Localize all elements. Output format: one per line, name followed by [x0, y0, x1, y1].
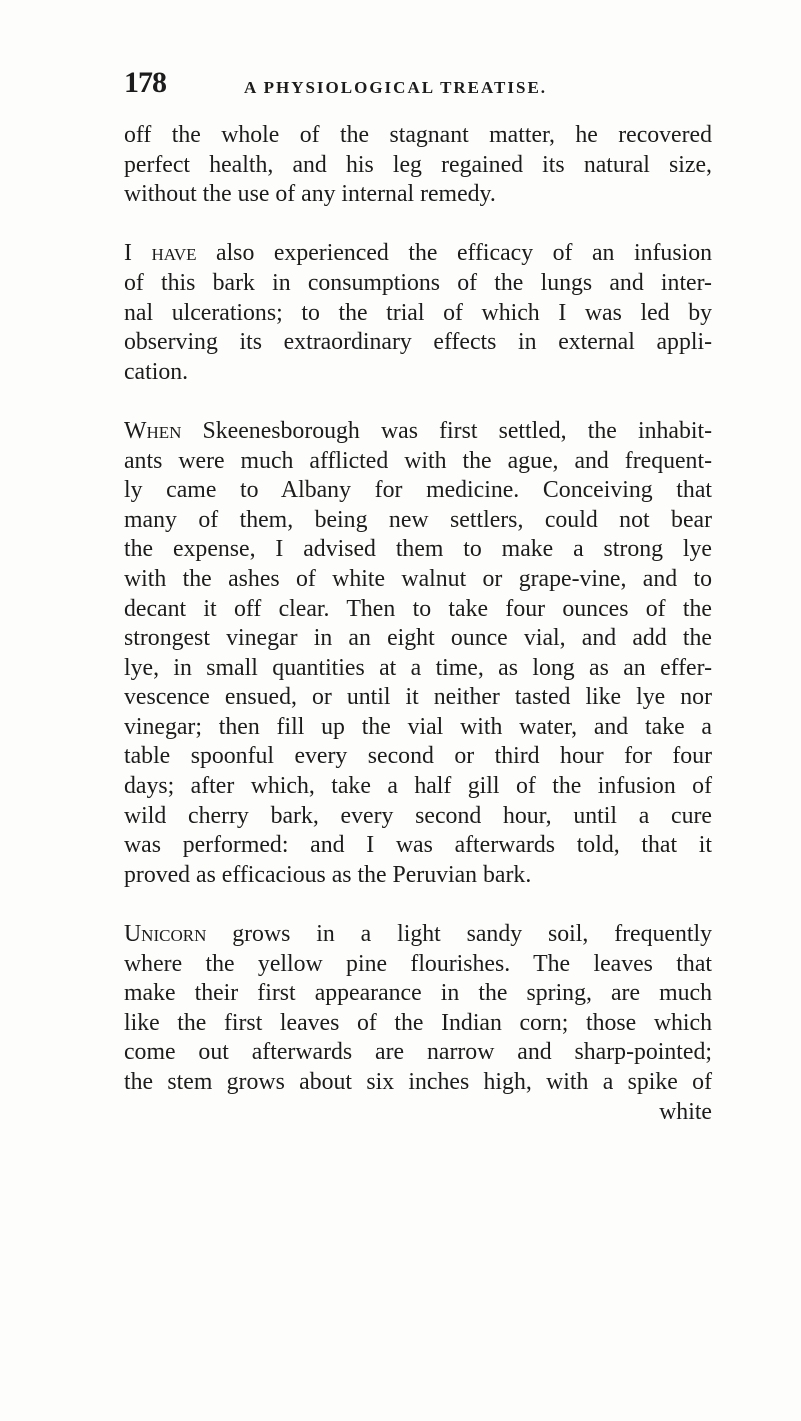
text-line: the stem grows about six inches high, with a spike of [124, 1069, 712, 1095]
text-line: of this bark in consumptions of the lungs and inter- [124, 269, 712, 296]
text-line: off the whole of the stagnant matter, he recovered [124, 122, 712, 148]
text-line: cation. [124, 358, 189, 385]
text-line: Unicorn grows in a light sandy soil, frequently [124, 921, 712, 948]
text-line: lye, in small quantities at a time, as long as an effer- [124, 654, 712, 681]
catchword: white [659, 1098, 712, 1125]
running-head: A PHYSIOLOGICAL TREATISE. [244, 78, 548, 97]
text-line: observing its extraordinary effects in external appli- [124, 329, 712, 356]
paragraph-lead: When [124, 417, 182, 444]
text-line: many of them, being new settlers, could not bear [124, 506, 712, 533]
text-line: ly came to Albany for medicine. Conceiving that [124, 477, 712, 504]
text-line: ants were much afflicted with the ague, and frequent- [124, 447, 712, 474]
text-line: table spoonful every second or third hour for four [124, 743, 712, 770]
text-line: When Skeenesborough was first settled, the inhabit- [124, 417, 712, 444]
text-line: vescence ensued, or until it neither tasted like lye nor [124, 684, 712, 711]
text-line: strongest vinegar in an eight ounce vial, and add the [124, 625, 712, 652]
text-line: come out afterwards are narrow and sharp-pointed; [124, 1039, 712, 1066]
paragraph-lead: I have [124, 240, 197, 267]
text-line: decant it off clear. Then to take four ounces of the [124, 595, 712, 622]
text-line: vinegar; then fill up the vial with water, and take a [124, 713, 712, 740]
page-body [124, 121, 712, 1127]
text-line: I have also experienced the efficacy of an infusion [124, 240, 712, 267]
page-header [124, 66, 724, 106]
page-number: 178 [124, 66, 166, 99]
text-line: nal ulcerations; to the trial of which I was led by [124, 299, 712, 326]
text-line: was performed: and I was afterwards told, that it [124, 832, 712, 859]
paragraph-2 [124, 239, 712, 387]
text-line: perfect health, and his leg regained its natural size, [124, 151, 712, 178]
text-line: days; after which, take a half gill of the infusion of [124, 773, 712, 800]
text-line: make their first appearance in the spring, are much [124, 980, 712, 1007]
text-line: the expense, I advised them to make a strong lye [124, 536, 712, 563]
paragraph-1 [124, 121, 712, 210]
text-line: with the ashes of white walnut or grape-vine, and to [124, 565, 712, 592]
text-line: proved as efficacious as the Peruvian bark. [124, 861, 532, 888]
text-line: where the yellow pine flourishes. The leaves that [124, 950, 712, 977]
paragraph-lead: Unicorn [124, 921, 207, 948]
paragraph-3 [124, 417, 712, 891]
text-line: wild cherry bark, every second hour, until a cure [124, 802, 712, 829]
text-line: without the use of any internal remedy. [124, 181, 496, 208]
paragraph-4 [124, 920, 712, 1127]
text-line: like the first leaves of the Indian corn; those which [124, 1009, 712, 1036]
